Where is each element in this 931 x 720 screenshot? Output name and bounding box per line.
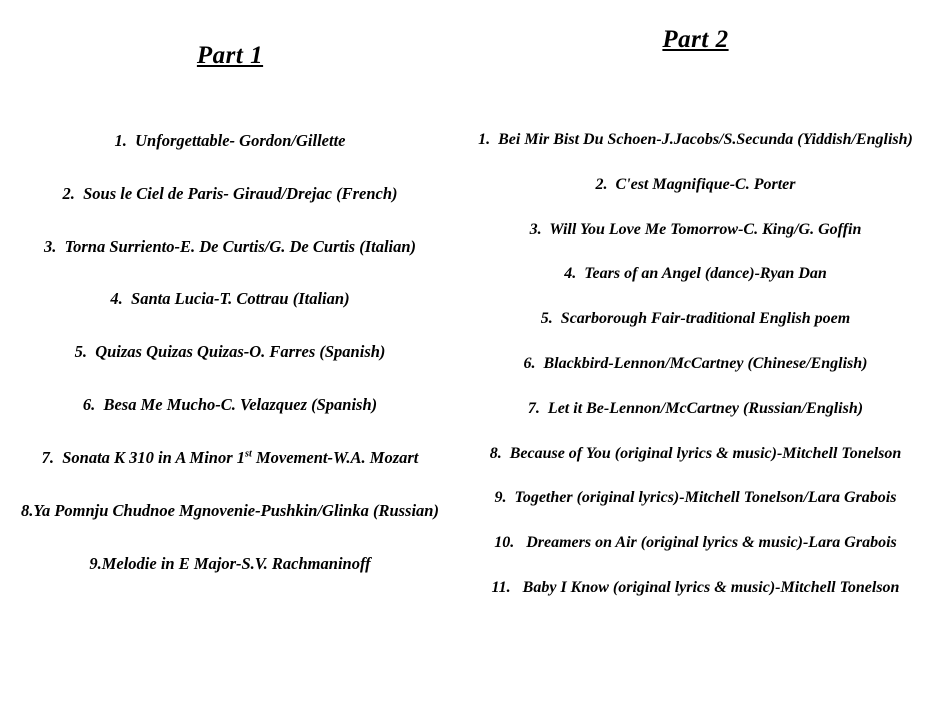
program-column-part-2 (460, 0, 931, 625)
item-text: Besa Me Mucho-C. Velazquez (Spanish) (103, 395, 378, 415)
item-superscript: st (245, 448, 252, 460)
part-1-title: Part 1 (196, 42, 264, 69)
list-item (460, 580, 931, 597)
list-item (460, 401, 931, 418)
list-item (0, 343, 460, 360)
item-text: Sonata K 310 in A Minor 1 (62, 447, 246, 467)
program-column-part-1 (0, 0, 460, 607)
item-number: 3. (43, 236, 57, 256)
item-text: Ya Pomnju Chudnoe Mgnovenie-Pushkin/Glinka (Russian) (33, 500, 439, 520)
item-text: Dreamers on Air (original lyrics & music)-Lara Grabois (526, 534, 897, 552)
item-text-continued: Movement-W.A. Mozart (251, 447, 419, 467)
item-number: 6. (523, 354, 536, 372)
item-number: 6. (82, 395, 96, 415)
list-item (0, 449, 460, 466)
item-text: Bei Mir Bist Du Schoen-J.Jacobs/S.Secunda (Yiddish/English) (498, 131, 913, 148)
item-text: Blackbird-Lennon/McCartney (Chinese/English) (543, 354, 868, 372)
item-number: 5. (74, 342, 87, 362)
item-text: Let it Be-Lennon/McCartney (Russian/English) (547, 399, 864, 417)
list-item (460, 490, 931, 507)
item-number: 8. (489, 444, 502, 462)
item-text: C'est Magnifique-C. Porter (615, 175, 796, 193)
list-item (460, 311, 931, 328)
part-2-song-list (460, 132, 931, 597)
item-text: Melodie in E Major-S.V. Rachmaninoff (101, 553, 371, 573)
item-text: Unforgettable- Gordon/Gillette (135, 131, 346, 150)
item-number: 9. (494, 489, 507, 507)
list-item (0, 396, 460, 413)
item-number: 1. (478, 131, 491, 148)
item-text: Because of You (original lyrics & music)-Mitchell Tonelson (509, 444, 902, 462)
list-item (0, 238, 460, 255)
list-item (0, 185, 460, 202)
part-2-title: Part 2 (662, 26, 729, 53)
list-item (0, 290, 460, 307)
item-number: 7. (41, 447, 54, 467)
list-item (0, 555, 460, 572)
list-item (460, 222, 931, 239)
item-number: 8. (21, 500, 34, 520)
item-number: 9. (89, 553, 102, 573)
item-number: 10. (494, 534, 515, 552)
list-item (460, 535, 931, 552)
item-text: Tears of an Angel (dance)-Ryan Dan (584, 265, 827, 283)
item-number: 11. (491, 578, 511, 596)
item-text: Quizas Quizas Quizas-O. Farres (Spanish) (95, 342, 386, 362)
part-1-song-list (0, 132, 460, 572)
item-number: 7. (527, 399, 540, 417)
item-text: Santa Lucia-T. Cottrau (Italian) (131, 289, 350, 309)
item-text: Torna Surriento-E. De Curtis/G. De Curtis (Italian) (64, 236, 417, 256)
item-text: Sous le Ciel de Paris- Giraud/Drejac (French) (83, 183, 398, 203)
list-item (460, 266, 931, 283)
item-number: 3. (529, 220, 542, 238)
list-item (460, 177, 931, 194)
item-text: Together (original lyrics)-Mitchell Tonelson/Lara Grabois (514, 489, 897, 507)
item-number: 1. (114, 131, 127, 150)
item-number: 5. (540, 310, 553, 328)
item-text: Will You Love Me Tomorrow-C. King/G. Goffin (549, 220, 862, 238)
item-number: 4. (110, 289, 123, 309)
list-item (460, 446, 931, 463)
list-item (460, 132, 931, 149)
list-item (0, 502, 460, 519)
item-number: 4. (564, 265, 577, 283)
item-number: 2. (62, 183, 75, 203)
item-text: Baby I Know (original lyrics & music)-Mitchell Tonelson (522, 578, 900, 596)
list-item (0, 132, 460, 149)
item-number: 2. (595, 175, 608, 193)
item-text: Scarborough Fair-traditional English poem (560, 310, 851, 328)
list-item (460, 356, 931, 373)
